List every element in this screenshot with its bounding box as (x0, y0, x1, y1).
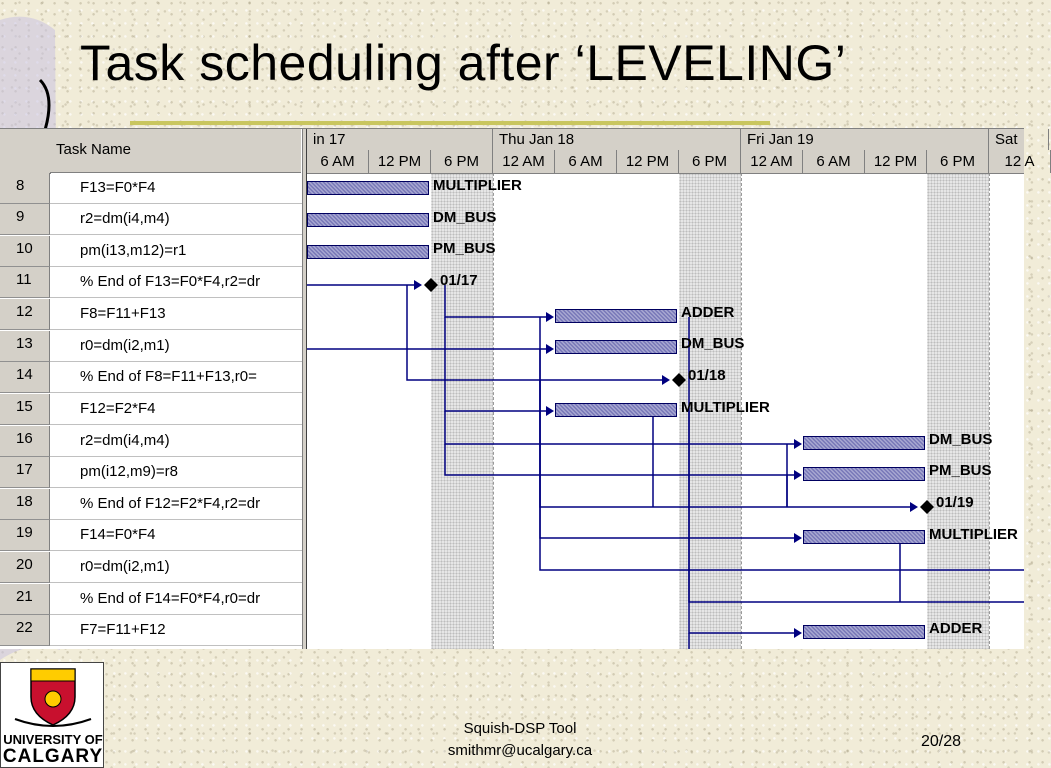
table-row[interactable] (0, 584, 302, 615)
table-row[interactable] (0, 615, 302, 646)
resource-label: PM_BUS (433, 240, 496, 257)
table-row[interactable] (0, 173, 302, 204)
task-name-cell[interactable]: pm(i13,m12)=r1 (80, 242, 187, 259)
resource-label: PM_BUS (929, 462, 992, 479)
footer-email: smithmr@ucalgary.ca (447, 742, 593, 759)
task-name-cell[interactable]: r0=dm(i2,m1) (80, 337, 170, 354)
task-name-cell[interactable]: F7=F11+F12 (80, 621, 166, 638)
milestone-date: 01/19 (936, 494, 974, 511)
row-id[interactable]: 9 (0, 204, 50, 235)
task-bar[interactable] (307, 245, 429, 259)
milestone-date: 01/18 (688, 367, 726, 384)
row-id[interactable]: 22 (0, 615, 50, 646)
resource-label: MULTIPLIER (681, 399, 770, 416)
milestone-diamond[interactable] (424, 278, 438, 292)
timescale-hour[interactable]: 6 AM (307, 150, 369, 173)
task-name-cell[interactable]: r2=dm(i4,m4) (80, 210, 170, 227)
page-number: 20/28 (921, 733, 962, 750)
task-name-cell[interactable]: r0=dm(i2,m1) (80, 558, 170, 575)
timescale-day[interactable]: Fri Jan 19 (741, 129, 989, 150)
row-id[interactable]: 12 (0, 299, 50, 330)
table-row[interactable] (0, 236, 302, 267)
table-row[interactable] (0, 362, 302, 393)
milestone-diamond[interactable] (920, 500, 934, 514)
milestone-diamond[interactable] (672, 373, 686, 387)
table-row[interactable] (0, 394, 302, 425)
timescale-hour[interactable]: 12 AM (493, 150, 555, 173)
task-bar[interactable] (555, 403, 677, 417)
task-bar[interactable] (803, 436, 925, 450)
table-row[interactable] (0, 552, 302, 583)
task-bar[interactable] (555, 340, 677, 354)
resource-label: DM_BUS (433, 209, 497, 226)
resource-label: ADDER (929, 620, 983, 637)
row-id[interactable]: 20 (0, 552, 50, 583)
task-bar[interactable] (803, 467, 925, 481)
task-table (0, 129, 302, 649)
row-id[interactable]: 16 (0, 426, 50, 457)
timescale-hour[interactable]: 6 PM (679, 150, 741, 173)
timescale-hour[interactable]: 12 PM (865, 150, 927, 173)
task-name-cell[interactable]: F13=F0*F4 (80, 179, 156, 196)
task-name-cell[interactable]: pm(i12,m9)=r8 (80, 463, 178, 480)
timescale-hour[interactable]: 6 PM (431, 150, 493, 173)
table-row[interactable] (0, 520, 302, 551)
task-name-cell[interactable]: % End of F14=F0*F4,r0=dr (80, 590, 261, 607)
task-bar[interactable] (307, 213, 429, 227)
timescale-hour[interactable]: 12 PM (617, 150, 679, 173)
table-row[interactable] (0, 489, 302, 520)
gantt-chart-pane[interactable] (307, 129, 1035, 649)
select-all-corner[interactable] (0, 129, 51, 174)
timescale-day[interactable]: Sat (989, 129, 1049, 150)
logo-text-calgary: CALGARY (2, 746, 104, 767)
task-name-cell[interactable]: r2=dm(i4,m4) (80, 432, 170, 449)
task-bar[interactable] (803, 625, 925, 639)
table-row[interactable] (0, 331, 302, 362)
resource-label: MULTIPLIER (929, 526, 1018, 543)
resource-label: DM_BUS (681, 335, 745, 352)
table-row[interactable] (0, 204, 302, 235)
task-bar[interactable] (803, 530, 925, 544)
row-id[interactable]: 15 (0, 394, 50, 425)
row-id[interactable]: 18 (0, 489, 50, 520)
row-id[interactable]: 10 (0, 236, 50, 267)
title-underline (130, 121, 770, 125)
table-row[interactable] (0, 267, 302, 298)
timescale-hour[interactable]: 12 AM (741, 150, 803, 173)
logo-text-university: UNIVERSITY OF (3, 732, 103, 747)
row-id[interactable]: 11 (0, 267, 50, 298)
dependency-links (307, 129, 1024, 649)
timescale-hour[interactable]: 6 AM (555, 150, 617, 173)
table-row[interactable] (0, 426, 302, 457)
gantt-view[interactable] (0, 128, 1035, 649)
timescale-day[interactable]: in 17 (307, 129, 493, 150)
table-row[interactable] (0, 299, 302, 330)
timescale-hour[interactable]: 6 PM (927, 150, 989, 173)
timescale-hour[interactable]: 12 PM (369, 150, 431, 173)
timescale-day[interactable]: Thu Jan 18 (493, 129, 741, 150)
task-name-cell[interactable]: % End of F13=F0*F4,r2=dr (80, 273, 261, 290)
timescale-hour[interactable]: 12 A (989, 150, 1051, 173)
row-id[interactable]: 21 (0, 584, 50, 615)
task-name-cell[interactable]: F12=F2*F4 (80, 400, 156, 417)
row-id[interactable]: 17 (0, 457, 50, 488)
task-name-cell[interactable]: % End of F12=F2*F4,r2=dr (80, 495, 261, 512)
task-name-cell[interactable]: F14=F0*F4 (80, 526, 156, 543)
university-logo (0, 662, 104, 768)
footer (420, 718, 620, 762)
timescale-hour[interactable]: 6 AM (803, 150, 865, 173)
resource-label: DM_BUS (929, 431, 993, 448)
crest-icon (1, 663, 105, 731)
resource-label: MULTIPLIER (433, 177, 522, 194)
row-id[interactable]: 14 (0, 362, 50, 393)
row-id[interactable]: 19 (0, 520, 50, 551)
task-name-cell[interactable]: F8=F11+F13 (80, 305, 166, 322)
footer-tool-name: Squish-DSP Tool (463, 720, 577, 737)
row-id[interactable]: 13 (0, 331, 50, 362)
slide-title: Task scheduling after ‘LEVELING’ (80, 35, 847, 91)
row-id[interactable]: 8 (0, 173, 50, 204)
task-bar[interactable] (307, 181, 429, 195)
column-header-task-name[interactable]: Task Name (50, 129, 301, 173)
resource-label: ADDER (681, 304, 735, 321)
task-bar[interactable] (555, 309, 677, 323)
table-row[interactable] (0, 457, 302, 488)
milestone-date: 01/17 (440, 272, 478, 289)
task-name-cell[interactable]: % End of F8=F11+F13,r0= (80, 368, 257, 385)
